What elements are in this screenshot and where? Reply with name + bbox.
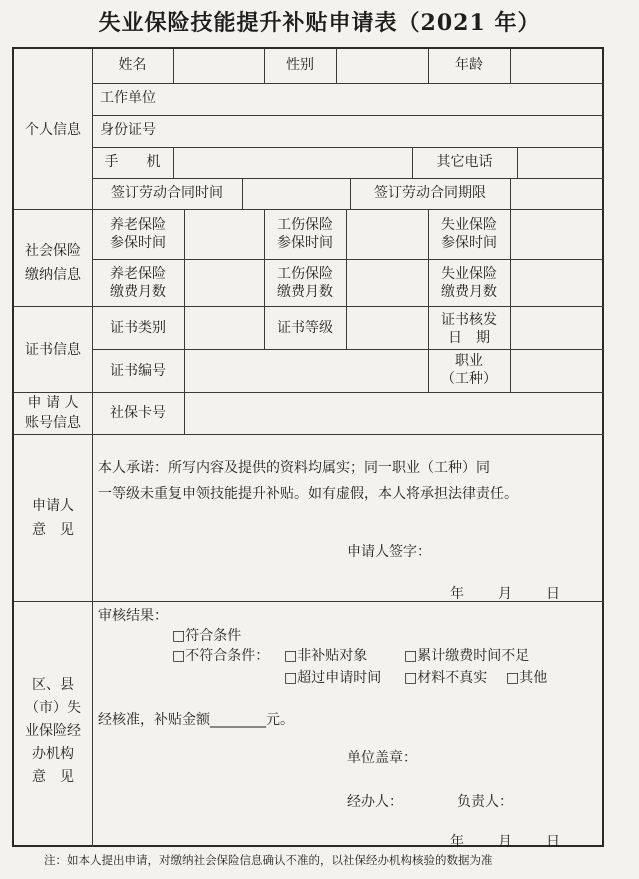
pledge-text <box>98 455 598 507</box>
unqualified-checkbox[interactable]: □不符合条件： <box>172 648 270 664</box>
contract-term-label: 签订劳动合同期限 <box>374 185 486 201</box>
section-personal-info: 个人信息 <box>25 122 81 138</box>
overdue-checkbox[interactable]: □超过申请时间 <box>284 670 382 686</box>
occupation-label-line2: （工种） <box>441 371 497 387</box>
cert-level-label: 证书等级 <box>277 320 333 336</box>
injury-months-label <box>264 265 346 301</box>
id-number-label: 身份证号 <box>100 122 156 138</box>
section-agency-line3: 业保险经 <box>25 723 81 739</box>
agency-date-year: 年 <box>450 834 464 850</box>
unit-seal-label: 单位盖章： <box>347 750 417 766</box>
agency-date-month: 月 <box>498 834 512 850</box>
section-agency-line5: 意 见 <box>32 769 74 785</box>
other-checkbox[interactable]: □其他 <box>506 670 548 686</box>
unemployment-months-label <box>428 265 510 301</box>
unemployment-months-label-line1: 失业保险 <box>441 266 497 282</box>
unemployment-time-label-line1: 失业保险 <box>441 217 497 233</box>
insufficient-payment-checkbox[interactable]: □累计缴费时间不足 <box>404 648 530 664</box>
agency-date-day: 日 <box>546 834 560 850</box>
section-applicant-opinion-line1: 申请人 <box>32 498 74 514</box>
section-agency-line2: （市）失 <box>25 700 81 716</box>
unemployment-time-label-line2: 参保时间 <box>441 235 497 251</box>
gender-label: 性别 <box>286 57 314 73</box>
form-title: 失业保险技能提升补贴申请表（2021 年） <box>98 10 541 36</box>
approved-amount-text: 经核准，补贴金额________元。 <box>98 712 294 728</box>
mobile-label: 手 机 <box>104 154 161 170</box>
cert-type-label: 证书类别 <box>110 320 166 336</box>
section-account-line1: 申 请 人 <box>27 395 79 411</box>
pension-months-label-line2: 缴费月数 <box>110 284 166 300</box>
footnote: 注：如本人提出申请，对缴纳社会保险信息确认不准的，以社保经办机构核验的数据为准 <box>44 853 493 867</box>
contract-time-label: 签订劳动合同时间 <box>111 185 223 201</box>
employer-label: 工作单位 <box>100 90 156 106</box>
section-account <box>14 393 92 433</box>
cert-number-label: 证书编号 <box>110 363 166 379</box>
pension-time-label-line1: 养老保险 <box>110 217 166 233</box>
qualified-checkbox[interactable]: □符合条件 <box>172 628 242 644</box>
cert-date-label-line2: 日 期 <box>448 330 490 346</box>
section-social-insurance-line1: 社会保险 <box>25 243 81 259</box>
cert-date-label <box>428 311 510 347</box>
pledge-line1: 本人承诺：所写内容及提供的资料均属实；同一职业（工种）同 <box>98 460 490 476</box>
pension-months-label-line1: 养老保险 <box>110 266 166 282</box>
occupation-label-line1: 职业 <box>455 353 483 369</box>
injury-months-label-line2: 缴费月数 <box>277 284 333 300</box>
section-applicant-opinion-line2: 意 见 <box>32 522 74 538</box>
section-applicant-opinion <box>14 494 92 542</box>
section-agency-line4: 办机构 <box>32 746 74 762</box>
social-card-label: 社保卡号 <box>110 405 166 421</box>
unemployment-months-label-line2: 缴费月数 <box>441 284 497 300</box>
age-label: 年龄 <box>455 57 483 73</box>
injury-time-label-line1: 工伤保险 <box>277 217 333 233</box>
applicant-signature-label: 申请人签字： <box>347 544 431 560</box>
pension-time-label-line2: 参保时间 <box>110 235 166 251</box>
injury-time-label <box>264 216 346 252</box>
section-social-insurance-line2: 缴纳信息 <box>25 267 81 283</box>
section-certificate: 证书信息 <box>25 342 81 358</box>
occupation-label <box>428 352 510 388</box>
false-material-checkbox[interactable]: □材料不真实 <box>404 670 488 686</box>
applicant-date-year: 年 <box>450 586 464 602</box>
section-agency-opinion <box>14 674 92 789</box>
section-agency-line1: 区、县 <box>32 677 74 693</box>
review-result-label: 审核结果： <box>98 608 168 624</box>
injury-time-label-line2: 参保时间 <box>277 235 333 251</box>
unemployment-time-label <box>428 216 510 252</box>
cert-date-label-line1: 证书核发 <box>441 312 497 328</box>
injury-months-label-line1: 工伤保险 <box>277 266 333 282</box>
pledge-line2: 一等级未重复申领技能提升补贴。如有虚假，本人将承担法律责任。 <box>98 486 518 502</box>
pension-time-label <box>92 216 184 252</box>
applicant-date-day: 日 <box>546 586 560 602</box>
other-phone-label: 其它电话 <box>436 154 493 170</box>
section-account-line2: 账号信息 <box>25 415 81 431</box>
pension-months-label <box>92 265 184 301</box>
application-form-table <box>12 47 604 850</box>
responsible-person-label: 负责人： <box>457 794 513 810</box>
applicant-date-month: 月 <box>498 586 512 602</box>
not-target-checkbox[interactable]: □非补贴对象 <box>284 648 368 664</box>
section-social-insurance <box>14 239 92 287</box>
handler-label: 经办人： <box>347 794 403 810</box>
name-label: 姓名 <box>118 57 147 73</box>
